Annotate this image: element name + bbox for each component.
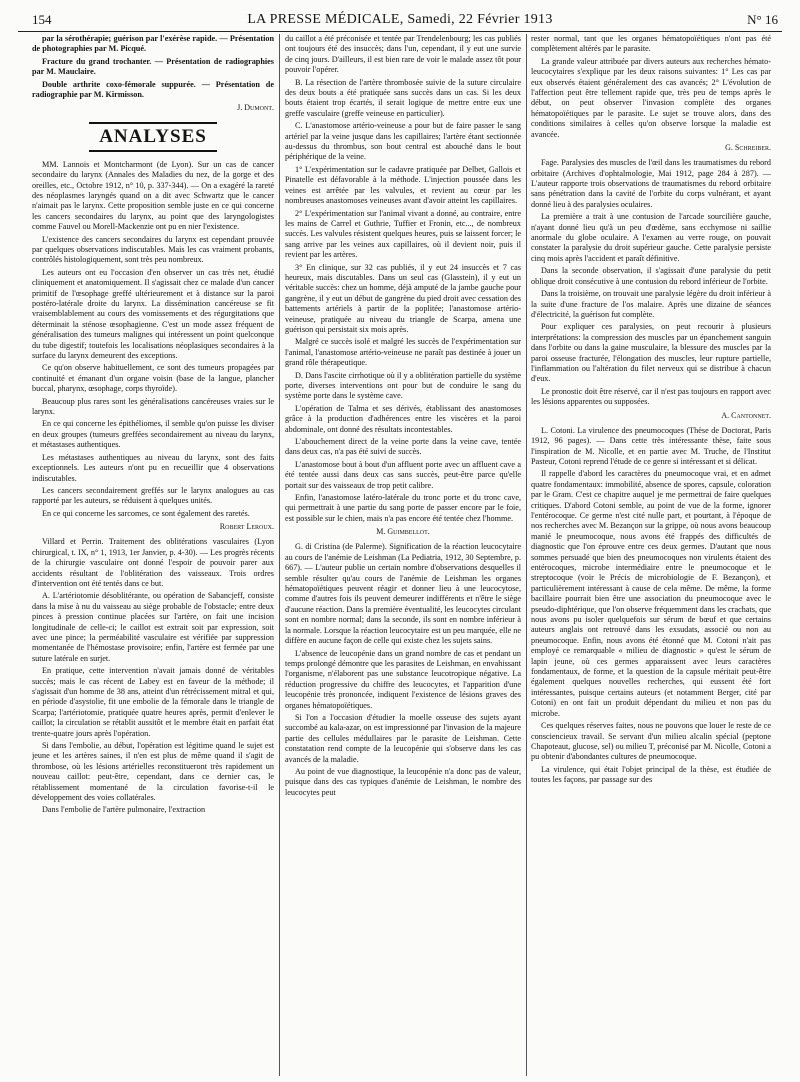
paragraph: Dans la seconde observation, il s'agissait d'une paralysie du petit oblique droit consécutive à une contusion du rebord inférieur de l'orbite. — [531, 266, 771, 286]
paragraph: Les cancers secondairement greffés sur le larynx analogues au cas rapporté par les auteurs, se réduisent à quelques unités. — [32, 485, 274, 506]
paragraph: Ces quelques réserves faites, nous ne pouvons que louer le reste de ce consciencieux travail. Se servant d'un milieu alcalin spécial (peptone Chapoteaut, glucose, sel) ou milieu T, préconisé par M. Nicolle, Cotoni a pu obtenir d'abondantes cultures de pneumocoque. — [531, 721, 771, 762]
article-lead: Villard et Perrin. Traitement des oblitérations vasculaires (Lyon chirurgical, t. IX, n° 1, 1913, 1er Janvier, p. 4-30). — Les progrès récents de la chirurgie vasculaire ont donné l'espoir de pouvoir parer aux accidents résultant de l'oblitération des vaisseaux. Trois ordres d'intervention ont été tentés dans ce but. — [32, 537, 274, 588]
paragraph: Le pronostic doit être réservé, car il n'est pas toujours en rapport avec les lésions apparentes ou supposées. — [531, 386, 771, 407]
paragraph: Si l'on a l'occasion d'étudier la moelle osseuse des sujets ayant succombé au kala-azar, on est impressionné par l'invasion de la majeure partie des cellules médullaires par le parasite de Leishman. Cette constatation rend compte de la leucopénie qui s'observe dans les cas avancés de la maladie. — [285, 712, 521, 764]
column-divider — [279, 34, 280, 1076]
paragraph: La grande valeur attribuée par divers auteurs aux recherches hémato-leucocytaires s'explique par les deux raisons suivantes: 1° Les cas par eux observés étaient généralement des cas avancés; 2° L'évolution de l'affection peut être tellement rapide que, très peu de temps après le début, on peut observer l'invasion complète des organes hématopoïétiques par le parasite. Le sujet se trouve alors, dans des conditions similaires à celles qu'on observe lorsque la maladie est avancée. — [531, 56, 771, 139]
signature: J. Dumont. — [237, 103, 274, 113]
header-rule — [18, 31, 782, 32]
column-divider — [526, 34, 527, 1076]
paragraph: 2° L'expérimentation sur l'animal vivant a donné, au contraire, entre les mains de Carrel et Guthrie, Tuffier et Fronin, etc..., de nombreux succès. Les valvules résistent quelques heures, puis se laissent forcer; le sang arrive par les veines aux capillaires, où il devient noir, puis il revient par les artères. — [285, 208, 521, 260]
paragraph: rester normal, tant que les organes hématopoïétiques n'ont pas été complètement altérés par le parasite. — [531, 34, 771, 54]
paragraph: En ce qui concerne les épithéliomes, il semble qu'on puisse les diviser en deux groupes (tumeurs greffées secondairement au niveau du larynx, et métastases authentiques. — [32, 419, 274, 450]
paragraph: C. L'anastomose artério-veineuse a pour but de faire passer le sang artériel par la veine jusque dans les capillaires; l'artère étant sectionnée au-dessus du thrombus, son bout central est abouché dans le bout périphérique de la veine. — [285, 121, 521, 162]
signature: A. Cantonnet. — [721, 410, 771, 420]
article-lead: L. Cotoni. La virulence des pneumocoques (Thèse de Doctorat, Paris 1912, 96 pages). — Dans cette très intéressante thèse, faite sous l'inspiration de M. Nicolle, et en partie avec M. Truche, de l'Institut Pasteur, Cotoni reprend l'étude de ce genre si intéressant et si délicat. — [531, 425, 771, 466]
paragraph: Il rappelle d'abord les caractères du pneumocoque vrai, et en admet quatre fondamentaux: immobilité, absence de spores, capsule, coloration par le Gram. C'est ce chapitre auquel je me permettrai de faire quelques critiques. D'abord Cotoni semble, au point de vue de la forme, ignorer l'entérocoque. Ce germe n'est cité nulle part, et pourtant, à l'époque de nos recherches avec M. Bezançon sur la grippe, où nous avons beaucoup manié le pneumocoque, nous avons été frappés des difficultés de diagnostic que l'on éprouve entre ces deux germes. D'autant que nous sommes persuadé que bien des pneumocoques non virulents étaient des entérocoques, microbe intermédiaire entre le pneumocoque et le streptocoque (voir le Précis de microbiologie de F. Bezançon), et particulièrement intéressant à cause de cela même. De même, la forme bacillaire pourrait bien être une association du pneumocoque avec le pseudo-diphtérique, que l'on observe fréquemment dans les crachats, que nous avons pu isoler quelquefois sur sérum de bœuf et que certains auteurs anglais ont retrouvé dans les exsudats, associé ou non au pneumocoque. Enfin, nous avons été étonné que M. Cotoni n'ait pas employé ce remarquable « milieu de diagnostic » qu'est le sérum de lapin jeune, où ces germes apparaissent avec leurs caractères fondamentaux, de forme, et la question de la capsule méritait peut-être également quelques nouvelles recherches, qui eussent été fort intéressantes, puisque certains auteurs (et notamment Berger, cité par Cotoni) en ont fait un produit dépendant du milieu et non pas du microbe. — [531, 469, 771, 718]
paragraph: L'abouchement direct de la veine porte dans la veine cave, tentée dans deux cas, n'a pas été suivi de succès. — [285, 437, 521, 457]
paragraph: L'absence de leucopénie dans un grand nombre de cas et pendant un temps prolongé démontre que les parasites de Leishman, en envahissant l'organisme, n'élaborent pas une substance leucotropique négative. La réduction progressive du chiffre des leucocytes, et l'apparition d'une leucopénie très prononcée, indiquent l'existence de lésions graves des organes hématopoïétiques. — [285, 648, 521, 710]
paragraph: La virulence, qui était l'objet principal de la thèse, est étudiée de toutes les façons, par passage sur des — [531, 764, 771, 785]
paragraph: Pour expliquer ces paralysies, on peut recourir à plusieurs interprétations: la compression des muscles par un épanchement sanguin dans l'orbite ou dans la gaine musculaire, la blessure des muscles par la paroi osseuse fracturée, l'élongation des muscles, leur rupture partielle, l'inflammation ou l'altération du filet nerveux qui se distribue à chacun d'eux. — [531, 322, 771, 384]
paragraph: Malgré ce succès isolé et malgré les succès de l'expérimentation sur l'animal, l'anastomose artério-veineuse ne paraît pas destinée à jouer un grand rôle thérapeutique. — [285, 337, 521, 368]
section-heading — [32, 122, 274, 152]
article-lead: MM. Lannois et Montcharmont (de Lyon). Sur un cas de cancer secondaire du larynx (Annales des Maladies du nez, de la gorge et des oreilles, etc., Octobre 1912, n° 10, p. 337-344). — On a exagéré la rareté des néoplasmes laryngés quand on a dit avec Schwartz que le cancer n'aimait pas le larynx. Cette proposition semble juste en ce qui concerne les cancers secondaires du larynx, au point que des laryngologistes comme Fauvel ou Morell-Mackenzie ont pu en nier l'existence. — [32, 159, 274, 232]
issue-number: N° 16 — [747, 12, 778, 27]
paragraph: La première a trait à une contusion de l'arcade sourcilière gauche, n'ayant donné lieu qu'à un peu d'œdème, sans ecchymose ni saillie anormale du globe oculaire. A l'examen au verre rouge, on pouvait constater la paralysie du droit supérieur gauche. Cette paralysie persiste cinq mois après l'accident et paraît définitive. — [531, 212, 771, 263]
signature: G. Schreiber. — [725, 143, 771, 153]
page-header — [18, 6, 782, 28]
paragraph: Ce qu'on observe habituellement, ce sont des tumeurs propagées par continuité et émanant d'un organe voisin (base de la langue, plancher buccal, pharynx, œsophage, corps thyroïde). — [32, 363, 274, 394]
paragraph: Dans la troisième, on trouvait une paralysie légère du droit inférieur à la suite d'une fracture de l'os malaire. Après une dizaine de séances d'électricité, la guérison fut complète. — [531, 289, 771, 319]
paragraph: Si dans l'embolie, au début, l'opération est légitime quand le sujet est jeune et les artères saines, il n'en est plus de même quand il s'agit de thrombose, où les lésions artérielles reconstitueront très rapidement un nouveau caillot: peut-être, cependant, dans ce dernier cas, le rétablissement momentané de la circulation favorise-t-il le développement des voies collatérales. — [32, 741, 274, 803]
society-entry: par la sérothérapie; guérison par l'exérèse rapide. — Présentation de photographies par M. Picqué. — [32, 34, 274, 54]
paragraph: du caillot a été préconisée et tentée par Trendelenbourg; les cas publiés ont toujours été des insuccès; dans l'un, cependant, il y eut une survie de cinq jours. D'ailleurs, il est bien rare de voir le malade assez tôt pour pouvoir l'opérer. — [285, 34, 521, 75]
paragraph: Les auteurs ont eu l'occasion d'en observer un cas très net, étudié cliniquement et anatomiquement. Il s'agissait chez ce malade d'un cancer primitif de l'œsophage greffé ultérieurement et à distance sur la paroi postéro-latérale droite du larynx. La dissémination cancéreuse se fit vraisemblablement au cours des vomissements et des régurgitations que déterminait la sténose œsophagienne. C'est un mode assez fréquent de généralisation des tumeurs malignes qui intéressent un point quelconque du tube digestif; toutefois les localisations néoplasiques secondaires à la surface du larynx demeurent des exceptions. — [32, 267, 274, 361]
society-entry: Fracture du grand trochanter. — Présentation de radiographies par M. Mauclaire. — [32, 56, 274, 77]
paragraph: L'opération de Talma et ses dérivés, établissant des anastomoses grâce à la production d'adhérences entre les viscères et la paroi abdominale, ont donné des résultats incontestables. — [285, 403, 521, 434]
journal-title: LA PRESSE MÉDICALE, Samedi, 22 Février 1913 — [247, 12, 553, 27]
society-entry: Double arthrite coxo-fémorale suppurée. — Présentation de radiographie par M. Kirmisson. — [32, 79, 274, 100]
paragraph: Dans l'embolie de l'artère pulmonaire, l'extraction — [42, 805, 206, 815]
section-title: ANALYSES — [89, 122, 217, 152]
column-2 — [285, 34, 521, 1076]
paragraph: L'existence des cancers secondaires du larynx est cependant prouvée par quelques observations indiscutables. Mais les cas vraiment probants, contrôlés histologiquement, sont très peu nombreux. — [32, 234, 274, 265]
paragraph: L'anastomose bout à bout d'un affluent porte avec un affluent cave a été tentée aussi dans deux cas sans succès, peut-être parce qu'elle portait sur des vaisseaux de trop petit calibre. — [285, 459, 521, 490]
signature: Robert Leroux. — [219, 522, 274, 532]
paragraph: B. La résection de l'artère thrombosée suivie de la suture circulaire des deux bouts a été pratiquée sans succès dans un cas. Si les deux bouts étaient trop écartés, il serait logique de mettre entre eux une greffe vasculaire (greffe veineuse en particulier). — [285, 77, 521, 118]
paragraph: Enfin, l'anastomose latéro-latérale du tronc porte et du tronc cave, qui permettrait à une partie du sang porte de passer encore par le foie, est possible sur le chien, mais n'a pas encore été tentée chez l'homme. — [285, 493, 521, 523]
column-3 — [531, 34, 771, 1076]
page-number: 154 — [32, 12, 52, 27]
column-1 — [32, 34, 274, 1076]
paragraph: 1° L'expérimentation sur le cadavre pratiquée par Delbet, Gallois et Pinatelle est défavorable à la méthode. L'injection poussée dans les veines est arrêtée par les valvules, et revient au cœur par les nombreuses anastomoses veineuses avant d'avoir atteint les capillaires. — [285, 164, 521, 206]
article-lead: G. di Cristina (de Palerme). Signification de la réaction leucocytaire au cours de l'anémie de Leishman (La Pediatria, 1912, 30 Septembre, p. 667). — L'auteur publie un certain nombre d'observations desquelles il semble résulter qu'au cours de l'anémie de Leishman les organes hématopoïétiques peuvent réagir et donner lieu à une leucocytose, comme d'autres fois ils peuvent demeurer indifférents et n'être le siège d'aucune réaction. Dans la première éventualité, les leucocytes circulant sont en nombre normal; dans la seconde, ils sont en nombre inférieur à la normale. Lorsque la réaction leucocytaire est un peu marquée, elle ne diffère en aucune façon de celle qui existe chez les sujets sains. — [285, 542, 521, 646]
paragraph: D. Dans l'ascite cirrhotique où il y a oblitération partielle du système porte, diverses interventions ont pour but de conduire le sang du système porte dans le système cave. — [285, 370, 521, 401]
paragraph: Au point de vue diagnostique, la leucopénie n'a donc pas de valeur, puisque dans des cas typiques d'anémie de Leishman, le nombre des leucocytes peut — [285, 766, 521, 797]
paragraph: En ce qui concerne les sarcomes, ce sont également des raretés. — [42, 508, 250, 518]
signature: M. Guimbellot. — [376, 527, 430, 537]
article-lead: Fage. Paralysies des muscles de l'œil dans les traumatismes du rebord orbitaire (Archives d'ophtalmologie, Mai 1912, page 284 à 287). — L'auteur rapporte trois observations de traumatismes du rebord orbitaire sans pénétration dans la cavité de l'orbite du corps vulnérant, et ayant donné lieu à des paralysies oculaires. — [531, 158, 771, 209]
paragraph: A. L'artériotomie désoblitérante, ou opération de Sabancjeff, consiste dans la mise à nu du vaisseau au siège probable de l'obstacle; entre deux pinces à pression continue placées sur l'artère, on fait une incision longitudinale de celle-ci; le caillot est extrait soit par expression, soit avec une pince; la perméabilité vasculaire est vérifiée par suppression momentanée de l'hémostase provisoire; enfin, l'artère est fermée par une suture latérale en surjet. — [32, 591, 274, 663]
paragraph: 3° En clinique, sur 32 cas publiés, il y eut 24 insuccès et 7 cas heureux, mais discutables. Dans un seul cas (Glasstein), il y eut un véritable succès: chez un homme, déjà amputé de la jambe gauche pour gangrène, il y eut un début de gangrène du pied droit avec cessation des battements artériels à partir de la poplitée; l'anastomose artério-veineuse, pratiquée au niveau du triangle de Scarpa, amena une guérison qui persistait six mois après. — [285, 262, 521, 334]
paragraph: Beaucoup plus rares sont les généralisations cancéreuses vraies sur le larynx. — [32, 396, 274, 417]
paragraph: Les métastases authentiques au niveau du larynx, sont des faits exceptionnels. Les auteurs n'ont pu en recueillir que 4 observations indiscutables. — [32, 452, 274, 483]
paragraph: En pratique, cette intervention n'avait jamais donné de véritables succès; mais le cas récent de Labey est en faveur de la méthode; il s'agissait d'un homme de 38 ans, atteint d'un rétrécissement mitral et qui, en période d'asystolie, fit une embolie de la fémorale dans le triangle de Scarpa; l'artériotomie, pratiquée quatre heures après, permit d'enlever le caillot; la circulation se rétablit aussitôt et le membre était en parfait état trente-quatre jours après l'opération. — [32, 666, 274, 738]
